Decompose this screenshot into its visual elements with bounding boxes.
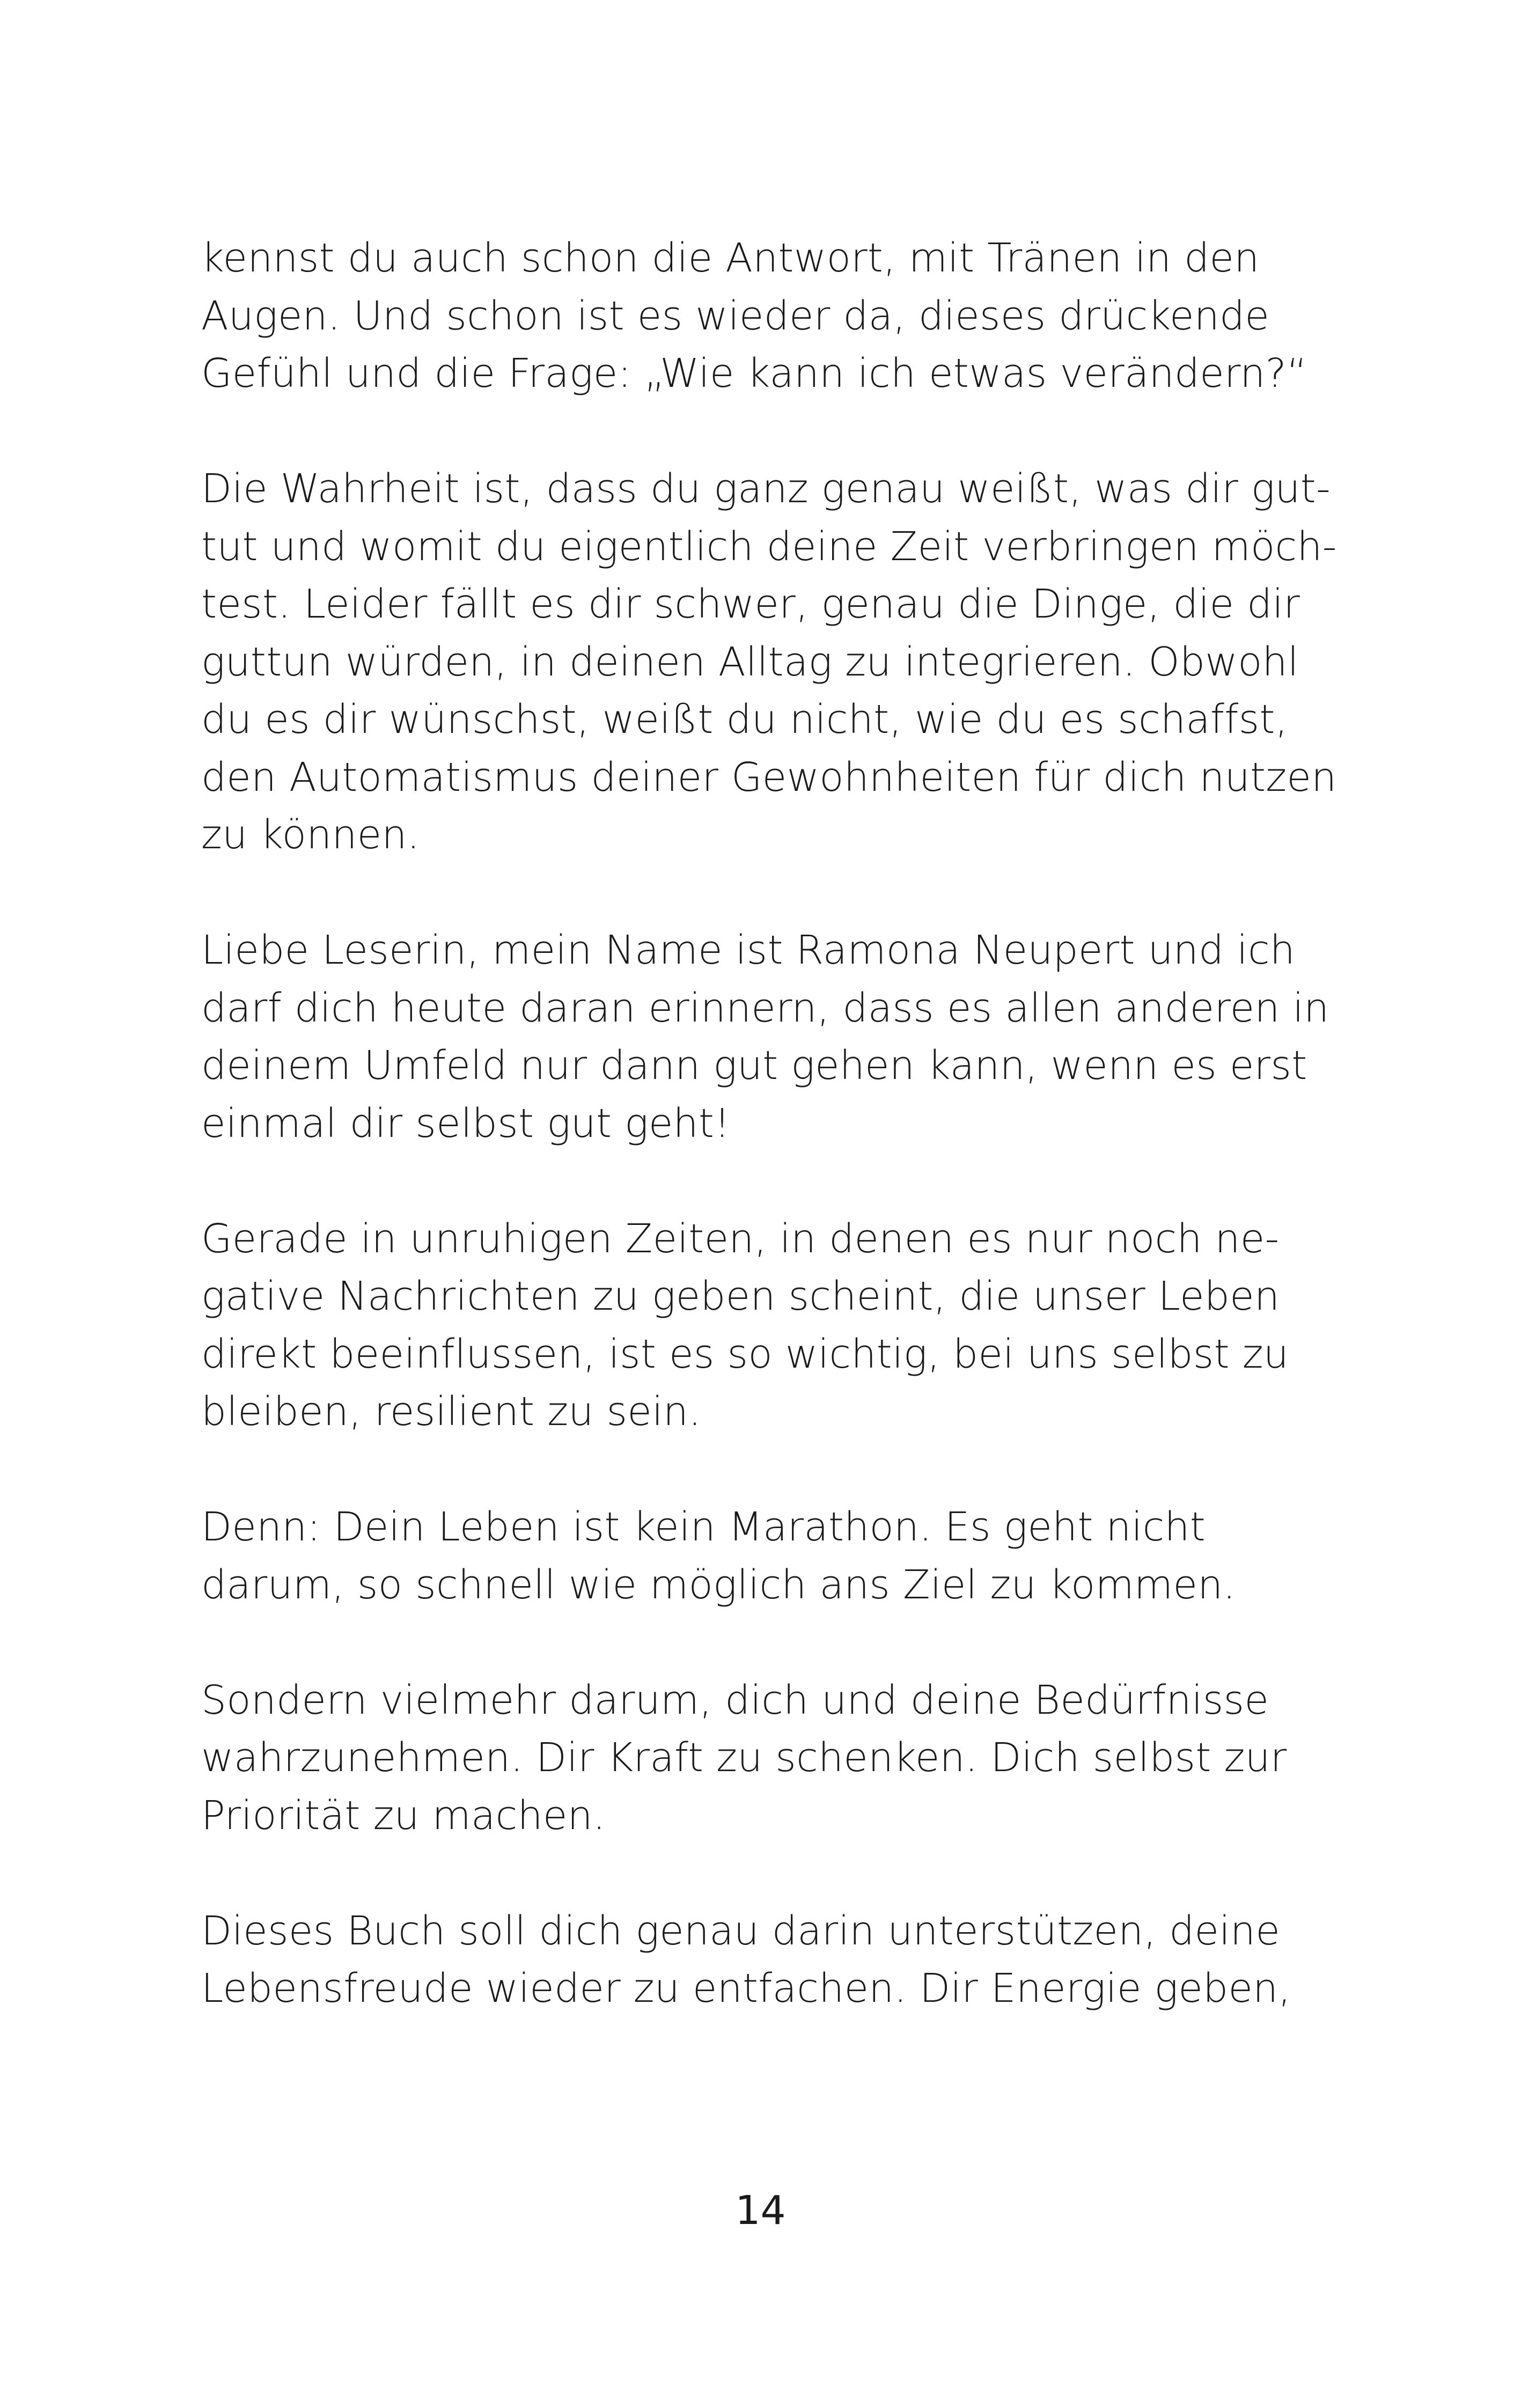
paragraph [201,230,1328,403]
paragraph-spacer [201,864,1328,922]
text-line: Gefühl und die Frage: „Wie kann ich etwas verändern?“ [201,350,1307,397]
paragraph-spacer [201,1614,1328,1672]
paragraph [201,1210,1328,1441]
paragraph [201,922,1328,1152]
text-line: wahrzunehmen. Dir Kraft zu schenken. Dich selbst zur [201,1735,1287,1781]
paragraph [201,1903,1328,2018]
paragraph [201,460,1337,864]
text-line: du es dir wünschst, weißt du nicht, wie du es schaffst, [201,696,1288,743]
text-line: Die Wahrheit ist, dass du ganz genau weißt, was dir gut- [201,466,1331,512]
paragraph-spacer [201,1152,1328,1210]
text-line: guttun würden, in deinen Alltag zu integrieren. Obwohl [201,638,1299,685]
page-number: 14 [735,2187,786,2234]
text-line: direkt beeinflussen, ist es so wichtig, bei uns selbst zu [201,1331,1289,1377]
body-text [201,230,1337,2018]
text-line: Lebensfreude wieder zu entfachen. Dir Energie geben, [201,1965,1291,2011]
text-line: test. Leider fällt es dir schwer, genau die Dinge, die dir [201,581,1300,627]
text-line: deinem Umfeld nur dann gut gehen kann, wenn es erst [201,1043,1307,1089]
text-line: darum, so schnell wie möglich ans Ziel zu kommen. [201,1561,1236,1608]
text-line: Dieses Buch soll dich genau darin unterstützen, deine [201,1907,1281,1954]
text-line: den Automatismus deiner Gewohnheiten für dich nutzen [201,754,1337,801]
text-line: gative Nachrichten zu geben scheint, die unser Leben [201,1273,1280,1319]
text-line: kennst du auch schon die Antwort, mit Tränen in den [201,235,1260,281]
paragraph-spacer [201,1441,1328,1499]
text-line: Priorität zu machen. [201,1792,606,1839]
text-line: darf dich heute daran erinnern, dass es allen anderen in [201,985,1329,1031]
paragraph [201,1499,1328,1614]
text-line: tut und womit du eigentlich deine Zeit verbringen möch- [201,523,1337,570]
text-line: Gerade in unruhigen Zeiten, in denen es nur noch ne- [201,1215,1280,1262]
text-line: Augen. Und schon ist es wieder da, dieses drückende [201,292,1270,339]
text-line: Sondern vielmehr darum, dich und deine Bedürfnisse [201,1677,1269,1723]
paragraph-spacer [201,403,1328,461]
text-line: einmal dir selbst gut geht! [201,1100,731,1147]
text-line: zu können. [201,812,420,858]
paragraph-spacer [201,1845,1328,1903]
text-line: Denn: Dein Leben ist kein Marathon. Es geht nicht [201,1504,1206,1550]
text-line: bleiben, resilient zu sein. [201,1389,702,1435]
text-line: Liebe Leserin, mein Name ist Ramona Neupert und ich [201,927,1296,973]
paragraph [201,1672,1328,1845]
